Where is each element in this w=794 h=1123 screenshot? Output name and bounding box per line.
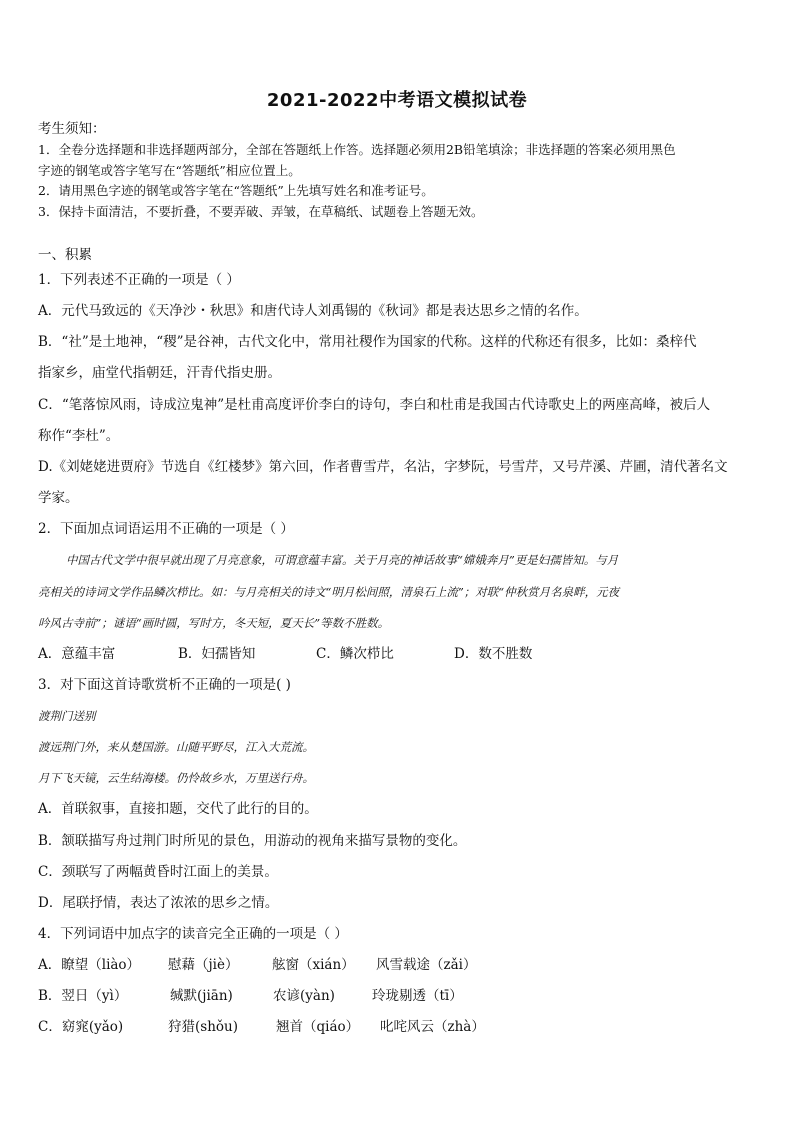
q3-option-c: C．颈联写了两幅黄昏时江面上的美景。: [38, 864, 278, 880]
section-heading: 一、积累: [38, 247, 92, 263]
q3-option-b: B．颔联描写舟过荆门时所见的景色，用游动的视角来描写景物的变化。: [38, 833, 467, 849]
q4-b-word-1: B．翌日（yì）: [38, 988, 128, 1004]
page-title: 2021-2022中考语文模拟试卷: [266, 90, 528, 111]
q4-a-word-3: 舷窗（xián）: [272, 957, 355, 973]
q3-option-d: D．尾联抒情，表达了浓浓的思乡之情。: [38, 895, 279, 911]
notice-heading: 考生须知：: [38, 121, 106, 137]
q2-passage-1: 中国古代文学中很早就出现了月亮意象，可谓意蕴丰富。关于月亮的神话故事“嫦娥奔月”更是妇孺皆知。与月: [66, 553, 619, 567]
poem-title: 渡荆门送别: [38, 709, 96, 723]
q4-c-word-2: 狩猎(shǒu): [168, 1019, 238, 1035]
q2-passage-2: 亮相关的诗词文学作品鳞次栉比。如：与月亮相关的诗文“明月松间照，清泉石上流”；对联“仲秋赏月名泉畔，元夜: [38, 585, 620, 599]
notice-line-1a: 1．全卷分选择题和非选择题两部分，全部在答题纸上作答。选择题必须用2B铅笔填涂；非选择题的答案必须用黑色: [38, 142, 676, 157]
notice-line-3: 3．保持卡面清洁，不要折叠，不要弄破、弄皱，在草稿纸、试题卷上答题无效。: [38, 204, 484, 219]
q4-a-word-4: 风雪载途（zǎi）: [376, 957, 477, 973]
q1-stem: 1．下列表述不正确的一项是（ ）: [38, 272, 240, 288]
q2-stem: 2．下面加点词语运用不正确的一项是（ ）: [38, 521, 294, 537]
q1-option-c-cont: 称作“李杜”。: [38, 428, 120, 444]
q1-option-a: A．元代马致远的《天净沙・秋思》和唐代诗人刘禹锡的《秋词》都是表达思乡之情的名作。: [38, 303, 588, 319]
q2-option-d: D．数不胜数: [454, 646, 533, 662]
q4-stem: 4．下列词语中加点字的读音完全正确的一项是（ ）: [38, 926, 348, 942]
q1-option-d: D.《刘姥姥进贾府》节选自《红楼梦》第六回，作者曹雪芹，名沾，字梦阮，号雪芹，又号芹溪、芹圃，清代著名文: [38, 459, 728, 475]
q3-stem: 3．对下面这首诗歌赏析不正确的一项是( ): [38, 677, 291, 693]
q4-a-word-1: A．瞭望（liào）: [38, 957, 141, 973]
q4-b-word-3: 农谚(yàn): [273, 988, 335, 1004]
q2-passage-3: 吟风古寺前”；谜语“画时圆，写时方，冬天短，夏天长”等数不胜数。: [38, 616, 390, 630]
q2-option-a: A．意蕴丰富: [38, 646, 116, 662]
q3-option-a: A．首联叙事，直接扣题，交代了此行的目的。: [38, 801, 318, 817]
q4-b-word-2: 缄默(jiān): [170, 988, 233, 1004]
q2-option-b: B．妇孺皆知: [178, 646, 256, 662]
q4-a-word-2: 慰藉（jiè）: [168, 957, 239, 973]
notice-line-1b: 字迹的钢笔或答字笔写在“答题纸”相应位置上。: [38, 163, 301, 178]
poem-line-1: 渡远荆门外，来从楚国游。山随平野尽，江入大荒流。: [38, 740, 314, 754]
q4-c-word-3: 翘首（qiáo）: [276, 1019, 360, 1035]
q4-c-word-1: C．窈窕(yǎo): [38, 1019, 124, 1035]
q1-option-b-cont: 指家乡，庙堂代指朝廷，汗青代指史册。: [38, 365, 281, 381]
q1-option-b: B．“社”是土地神，“稷”是谷神，古代文化中，常用社稷作为国家的代称。这样的代称还有很多，比如：桑梓代: [38, 334, 697, 350]
q4-c-word-4: 叱咤风云（zhà）: [380, 1019, 485, 1035]
q1-option-d-cont: 学家。: [38, 490, 79, 506]
q4-b-word-4: 玲珑剔透（tī）: [372, 988, 463, 1004]
q2-option-c: C．鳞次栉比: [316, 646, 394, 662]
notice-line-2: 2．请用黑色字迹的钢笔或答字笔在“答题纸”上先填写姓名和准考证号。: [38, 183, 434, 198]
poem-line-2: 月下飞天镜，云生结海楼。仍怜故乡水，万里送行舟。: [38, 771, 314, 785]
q1-option-c: C．“笔落惊风雨，诗成泣鬼神”是杜甫高度评价李白的诗句，李白和杜甫是我国古代诗歌史上的两座高峰，被后人: [38, 397, 711, 413]
